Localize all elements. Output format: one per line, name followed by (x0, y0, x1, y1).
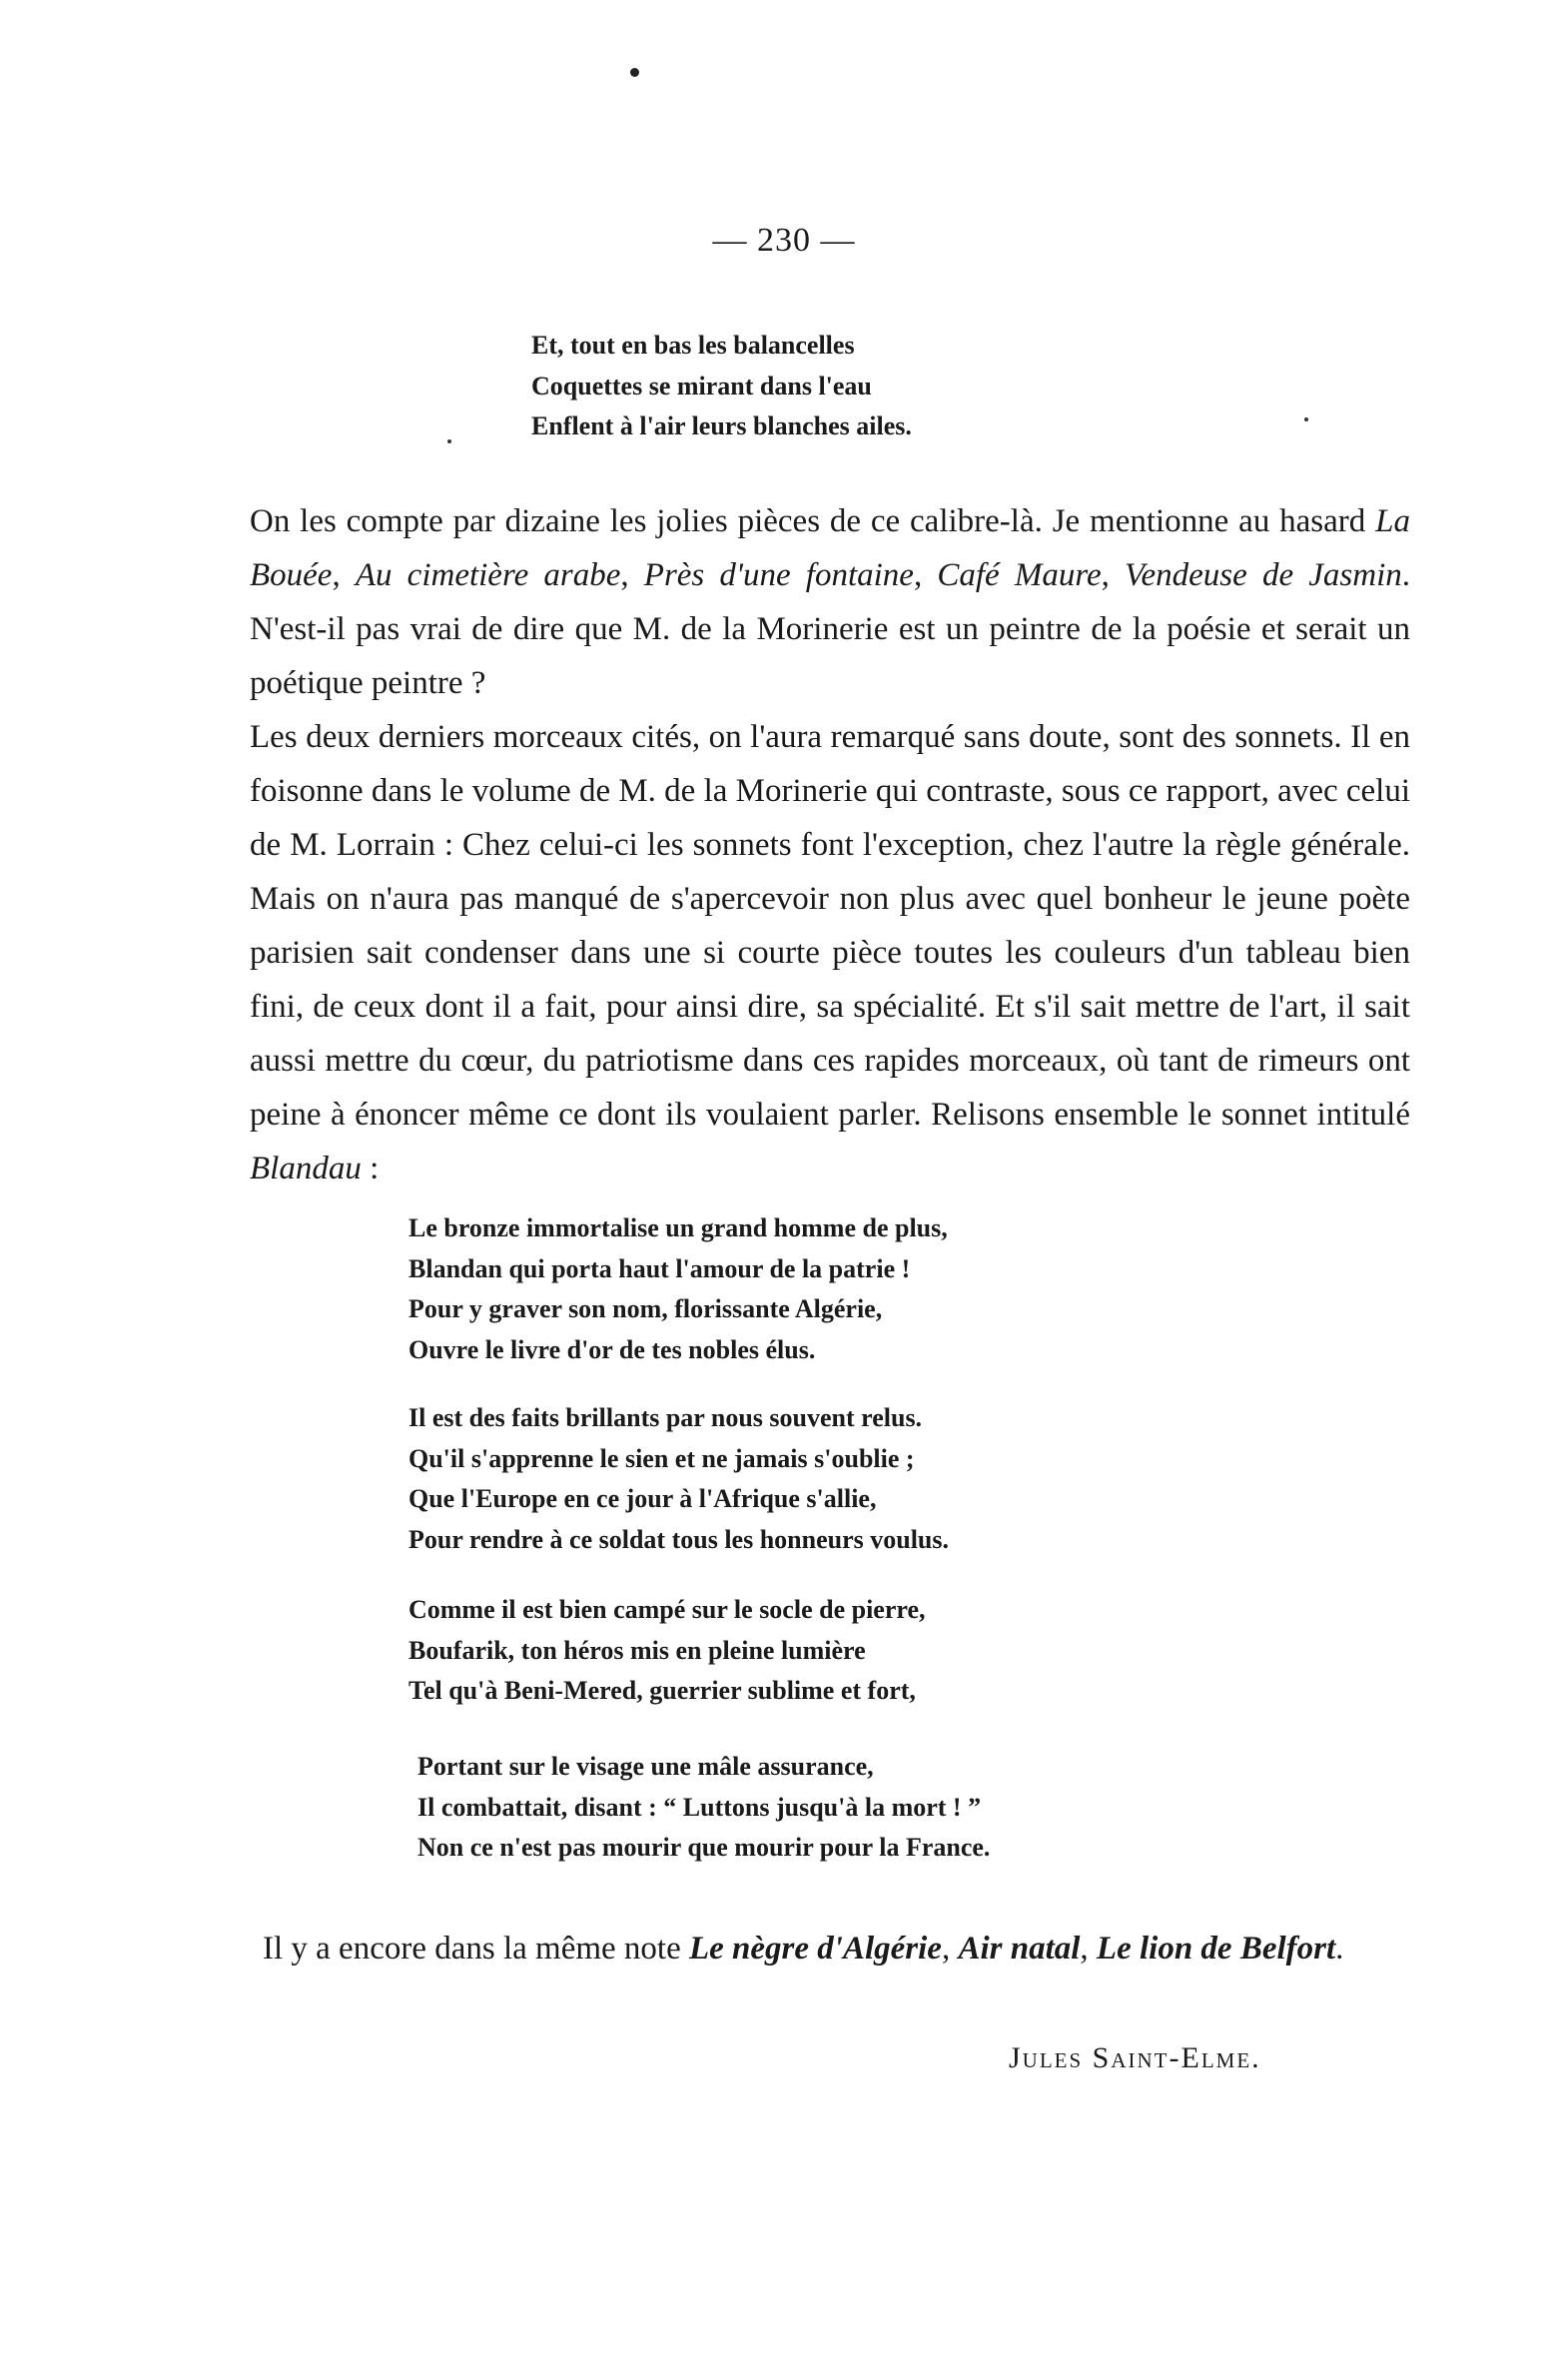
verse-line: Le bronze immortalise un grand homme de plus, (408, 1213, 948, 1242)
author-signature: Jules Saint-Elme. (1009, 2041, 1261, 2074)
separator: , (941, 1931, 959, 1967)
verse-line: Il est des faits brillants par nous souvent relus. (408, 1403, 923, 1432)
work-title: La Bouée (250, 503, 1410, 593)
verse-line: Blandan qui porta haut l'amour de la patrie ! (408, 1253, 911, 1283)
paragraph-text: . (1335, 1931, 1344, 1967)
separator: , (1080, 1931, 1097, 1967)
work-title: Blandau (250, 1151, 362, 1186)
work-title: Air natal (958, 1931, 1081, 1967)
paragraph-text: Les deux derniers morceaux cités, on l'aura remarqué sans doute, sont des sonnets. Il en foisonne dans le volume de M. de la Morinerie qui contraste, sous ce rapport, avec celui de M. Lorrain : Chez celui-ci les sonnets font l'exception, chez l'autre la règle générale. Mais on n'aura pas manqué de s'apercevoir non plus avec quel bonheur le jeune poète parisien sait condenser dans une si courte pièce toutes les couleurs d'un tableau bien fini, de ceux dont il a fait, pour ainsi dire, sa spécialité. Et s'il sait mettre de l'art, il sait aussi mettre du cœur, du patriotisme dans ces rapides morceaux, où tant de rimeurs ont peine à énoncer même ce dont ils voulaient parler. Relisons ensemble le sonnet intitulé (250, 719, 1410, 1133)
verse-line: Pour rendre à ce soldat tous les honneurs voulus. (408, 1524, 950, 1554)
sonnet-stanza-4 (417, 1747, 990, 1869)
separator: , (1101, 557, 1126, 593)
paragraph-text: Il y a encore dans la même note (263, 1931, 689, 1967)
verse-line: Qu'il s'apprenne le sien et ne jamais s'oublie ; (408, 1443, 915, 1473)
verse-line: Non ce n'est pas mourir que mourir pour la France. (417, 1833, 991, 1862)
top-stanza (531, 326, 912, 447)
work-title: Près d'une fontaine (643, 557, 914, 593)
verse-line: Tel qu'à Beni-Mered, guerrier sublime et fort, (408, 1676, 916, 1705)
separator: , (913, 557, 938, 593)
verse-line: Portant sur le visage une mâle assurance, (417, 1752, 874, 1781)
verse-line: Il combattait, disant : “ Luttons jusqu'à la mort ! ” (417, 1792, 982, 1822)
paragraph-text: On les compte par dizaine les jolies pièces de ce calibre-là. Je mentionne au hasard (250, 503, 1376, 539)
paragraph-text: : (361, 1151, 380, 1186)
verse-line: Ouvre le livre d'or de tes nobles élus. (408, 1334, 816, 1364)
work-title: Le nègre d'Algérie (689, 1931, 942, 1967)
separator: , (620, 557, 644, 593)
ink-speck (1304, 417, 1308, 421)
separator: , (332, 557, 356, 593)
work-title: Café Maure (937, 557, 1102, 593)
verse-line: Boufarik, ton héros mis en pleine lumière (408, 1635, 866, 1665)
work-title: Le lion de Belfort (1096, 1931, 1336, 1967)
sonnet-stanza-3 (408, 1590, 926, 1712)
page-number: — 230 — (712, 222, 856, 259)
verse-line: Que l'Europe en ce jour à l'Afrique s'allie, (408, 1484, 877, 1513)
paragraph (215, 1922, 1413, 1975)
sonnet-stanza-1 (408, 1208, 948, 1370)
verse-line: Et, tout en bas les balancelles (531, 331, 855, 360)
verse-line: Pour y graver son nom, florissante Algérie, (408, 1294, 883, 1323)
work-title: Au cimetière arabe (355, 557, 621, 593)
work-title: Vendeuse de Jasmin (1125, 557, 1402, 593)
paragraph-text: . N'est-il pas vrai de dire que M. de la Morinerie est un peintre de la poésie et serait un poétique peintre ? (250, 557, 1410, 701)
main-text (250, 494, 1410, 1195)
verse-line: Comme il est bien campé sur le socle de pierre, (408, 1595, 926, 1624)
sonnet-stanza-2 (408, 1398, 949, 1560)
closing-text (215, 1922, 1413, 1975)
paragraph (250, 710, 1410, 1195)
ink-dot (630, 68, 639, 77)
verse-line: Coquettes se mirant dans l'eau (531, 371, 872, 400)
ink-speck (447, 439, 451, 443)
verse-line: Enflent à l'air leurs blanches ailes. (531, 411, 912, 440)
paragraph (250, 494, 1410, 710)
